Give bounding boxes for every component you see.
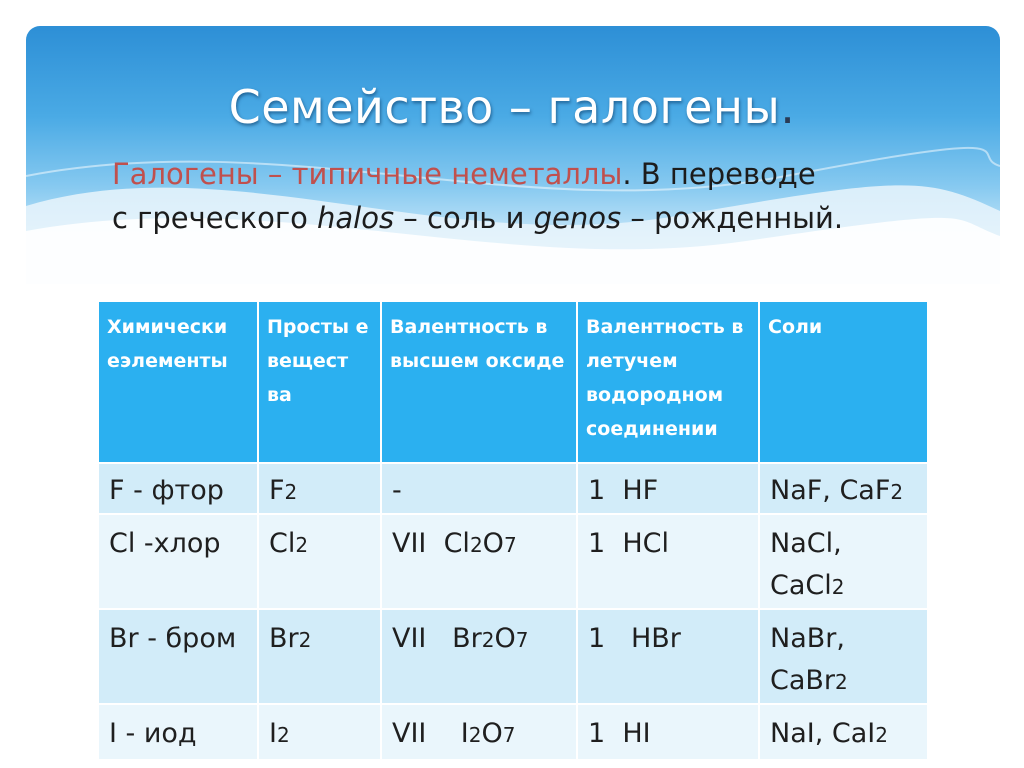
cell-element: I - иод [98, 704, 258, 760]
cell-hydride: 1 HI [577, 704, 759, 760]
cell-salts: NaCl, CaCl2 [759, 514, 928, 609]
intro-line-2: с греческого halos – соль и genos – рожденный. [112, 201, 844, 235]
cell-salts: NaBr, CaBr2 [759, 609, 928, 704]
intro-highlight: Галогены – типичные неметаллы [112, 157, 623, 191]
cell-salts: NaF, CaF2 [759, 463, 928, 514]
table-row [98, 463, 928, 514]
cell-simple: I2 [258, 704, 381, 760]
cell-element: Cl -хлор [98, 514, 258, 609]
cell-element: F - фтор [98, 463, 258, 514]
cell-simple: Br2 [258, 609, 381, 704]
page-title: Семейство – галогены. [228, 80, 796, 134]
table-row [98, 514, 928, 609]
cell-oxide: - [381, 463, 577, 514]
header-salts: Соли [759, 301, 928, 463]
table-row [98, 704, 928, 760]
cell-hydride: 1 HBr [577, 609, 759, 704]
cell-salts: NaI, CaI2 [759, 704, 928, 760]
cell-element: Br - бром [98, 609, 258, 704]
cell-simple: Cl2 [258, 514, 381, 609]
header-simple-substances: Просты е вещест ва [258, 301, 381, 463]
cell-oxide: VII Br2O7 [381, 609, 577, 704]
cell-hydride: 1 HF [577, 463, 759, 514]
word-genos: genos [533, 201, 622, 235]
header-oxide-valence: Валентность в высшем оксиде [381, 301, 577, 463]
table-row [98, 609, 928, 704]
header-elements: Химически еэлементы [98, 301, 258, 463]
cell-oxide: VII Cl2O7 [381, 514, 577, 609]
cell-simple: F2 [258, 463, 381, 514]
halogens-table [97, 300, 929, 761]
word-halos: halos [317, 201, 395, 235]
cell-hydride: 1 HCl [577, 514, 759, 609]
intro-line-1: Галогены – типичные неметаллы. В переводе [112, 157, 816, 191]
table-header-row [98, 301, 928, 463]
header-hydride-valence: Валентность в летучем водородном соединении [577, 301, 759, 463]
cell-oxide: VII I2O7 [381, 704, 577, 760]
intro-text [112, 152, 992, 240]
